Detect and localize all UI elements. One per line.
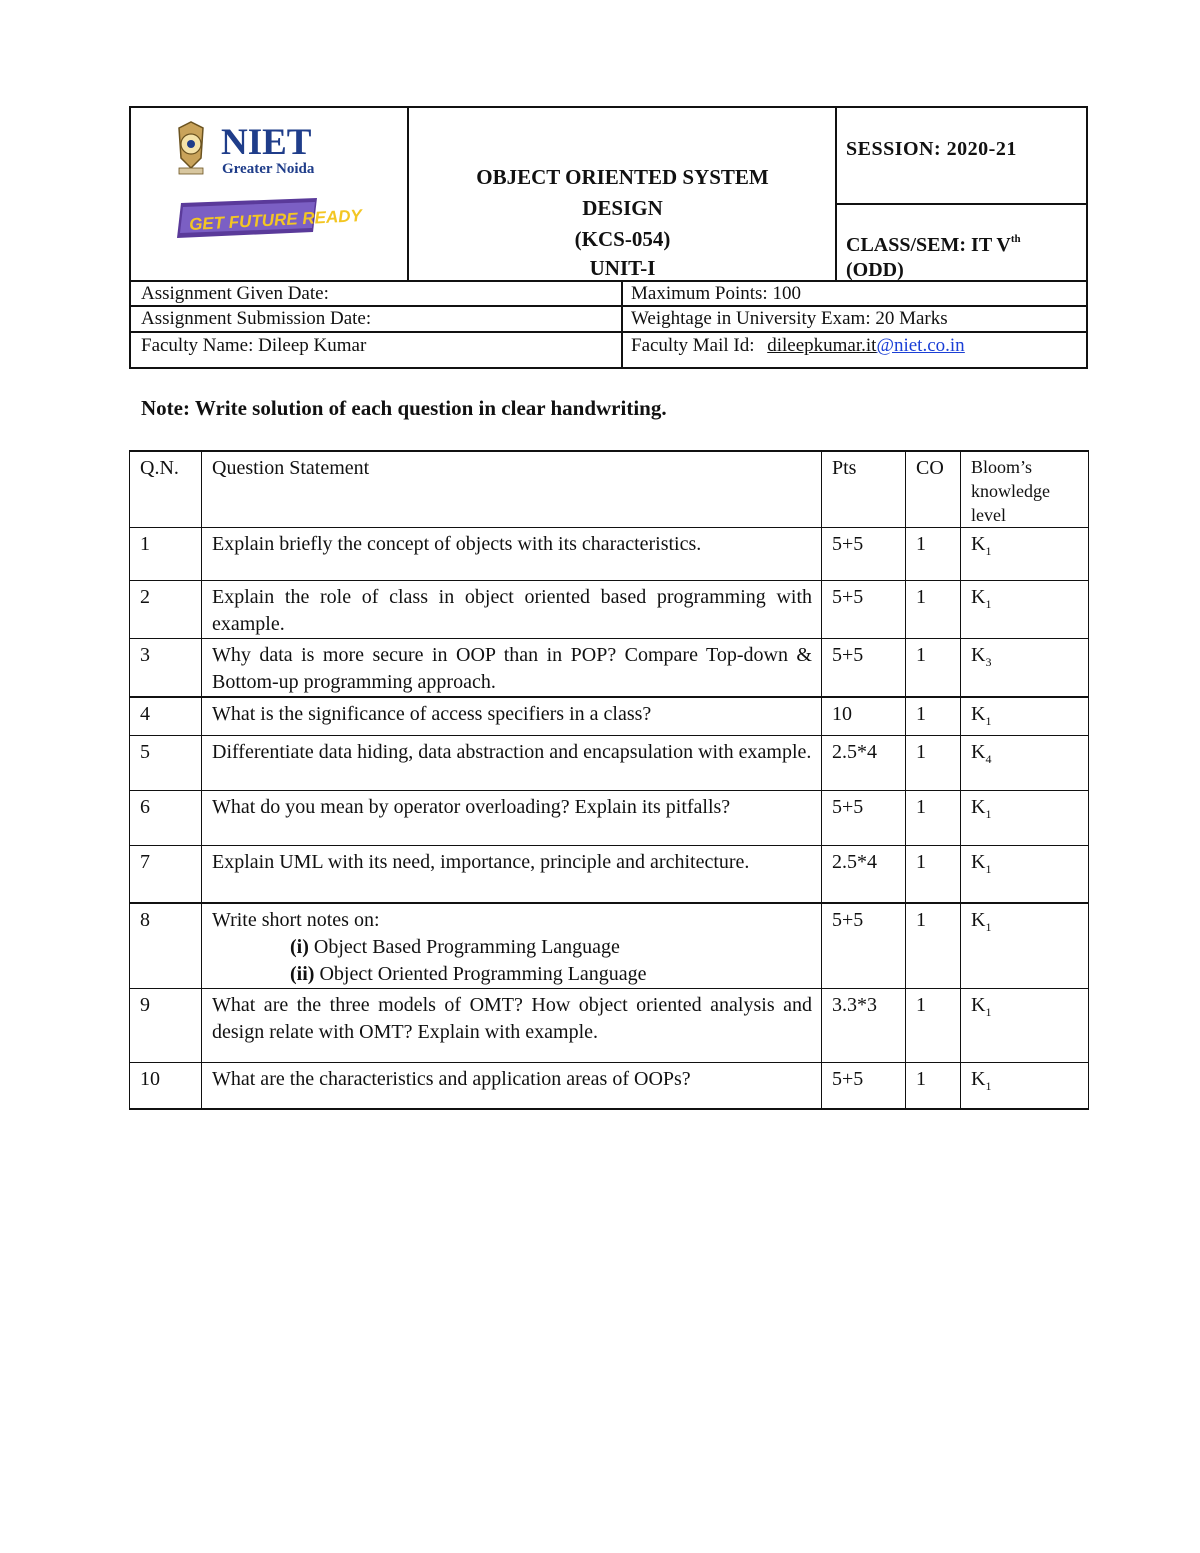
title-line-2: DESIGN <box>582 196 663 220</box>
row-co: 1 <box>906 528 961 581</box>
table-row <box>130 528 1089 581</box>
class-sem-sup: th <box>1010 233 1021 245</box>
row-statement: Explain briefly the concept of objects with its characteristics. <box>202 528 822 581</box>
row-bloom: $K_1$ <box>961 903 1089 989</box>
header-pts: Pts <box>822 451 906 528</box>
submission-date-label: Assignment Submission Date: <box>141 308 372 329</box>
row-co: 1 <box>906 736 961 791</box>
row-statement: Explain the role of class in object oriented based programming with example. <box>202 581 822 639</box>
header-qn: Q.N. <box>130 451 202 528</box>
row-co: 1 <box>906 697 961 736</box>
course-title <box>409 108 836 280</box>
given-date-label: Assignment Given Date: <box>141 283 329 304</box>
row-qn: 9 <box>130 988 202 1062</box>
logo-name: NIET <box>221 122 312 163</box>
sub-item-ii: (ii) Object Oriented Programming Language <box>290 962 647 985</box>
row-pts: 10 <box>822 697 906 736</box>
title-line-3: (KCS-054) <box>574 227 671 251</box>
row-co: 1 <box>906 903 961 989</box>
row-co: 1 <box>906 791 961 846</box>
class-sem-term: (ODD) <box>846 259 904 281</box>
table-row <box>130 988 1089 1062</box>
weightage-label: Weightage in University Exam: 20 Marks <box>631 308 948 329</box>
row-bloom: $K_1$ <box>961 697 1089 736</box>
row-pts: 5+5 <box>822 581 906 639</box>
row-co: 1 <box>906 1062 961 1109</box>
faculty-mail-link[interactable] <box>767 335 964 356</box>
row-statement: Why data is more secure in OOP than in POP? Compare Top-down & Bottom-up programming approach. <box>202 639 822 698</box>
faculty-mail-row <box>631 334 965 358</box>
crest-icon <box>179 122 203 174</box>
row-pts: 3.3*3 <box>822 988 906 1062</box>
table-row <box>130 697 1089 736</box>
header-bloom: Bloom’s knowledge level <box>961 451 1089 528</box>
row-qn: 1 <box>130 528 202 581</box>
header-statement: Question Statement <box>202 451 822 528</box>
title-line-4: UNIT-I <box>589 256 656 280</box>
row-pts: 5+5 <box>822 791 906 846</box>
tagline-banner <box>177 198 364 238</box>
row-pts: 5+5 <box>822 639 906 698</box>
row-bloom: $K_1$ <box>961 1062 1089 1109</box>
row-statement: What are the three models of OMT? How object oriented analysis and design relate with OMT? Explain with example. <box>202 988 822 1062</box>
header-co: CO <box>906 451 961 528</box>
table-row <box>130 1062 1089 1109</box>
row-qn: 7 <box>130 846 202 903</box>
row-pts: 2.5*4 <box>822 736 906 791</box>
row-pts: 2.5*4 <box>822 846 906 903</box>
table-row <box>130 791 1089 846</box>
row-statement <box>202 903 822 989</box>
row-co: 1 <box>906 846 961 903</box>
row-qn: 8 <box>130 903 202 989</box>
row-qn: 2 <box>130 581 202 639</box>
table-row <box>130 736 1089 791</box>
row-qn: 4 <box>130 697 202 736</box>
table-header-row <box>130 451 1089 528</box>
questions-table <box>129 450 1089 1110</box>
row-co: 1 <box>906 988 961 1062</box>
row-statement: Differentiate data hiding, data abstraction and encapsulation with example. <box>202 736 822 791</box>
row-qn: 5 <box>130 736 202 791</box>
session-label: SESSION: 2020-21 <box>846 138 1017 160</box>
table-row <box>130 846 1089 903</box>
note-text: Note: Write solution of each question in clear handwriting. <box>141 396 667 420</box>
row-statement: Explain UML with its need, importance, principle and architecture. <box>202 846 822 903</box>
faculty-mail-label: Faculty Mail Id: <box>631 335 755 356</box>
row-qn: 10 <box>130 1062 202 1109</box>
logo-cell <box>131 108 407 280</box>
row-qn: 6 <box>130 791 202 846</box>
row-bloom: $K_1$ <box>961 846 1089 903</box>
row-bloom: $K_3$ <box>961 639 1089 698</box>
row-pts: 5+5 <box>822 903 906 989</box>
row-statement: What are the characteristics and application areas of OOPs? <box>202 1062 822 1109</box>
max-points-label: Maximum Points: 100 <box>631 283 801 304</box>
row-statement: What do you mean by operator overloading? Explain its pitfalls? <box>202 791 822 846</box>
class-sem-text: CLASS/SEM: IT V <box>846 234 1011 256</box>
row-statement: What is the significance of access specifiers in a class? <box>202 697 822 736</box>
divider <box>131 331 1088 333</box>
row-bloom: $K_1$ <box>961 791 1089 846</box>
faculty-name-label: Faculty Name: Dileep Kumar <box>141 335 367 356</box>
row-qn: 3 <box>130 639 202 698</box>
niet-logo <box>131 108 407 280</box>
faculty-mail-domain: @niet.co.in <box>876 335 965 356</box>
sub-item-i: (i) Object Based Programming Language <box>290 935 620 958</box>
faculty-mail-user: dileepkumar.it <box>767 335 877 356</box>
logo-subtitle: Greater Noida <box>222 161 315 177</box>
divider <box>621 280 623 369</box>
table-row <box>130 903 1089 989</box>
row-bloom: $K_4$ <box>961 736 1089 791</box>
row-bloom: $K_1$ <box>961 581 1089 639</box>
logo-tagline: GET FUTURE READY <box>188 206 363 235</box>
row-statement-text: Write short notes on: <box>212 908 380 931</box>
row-pts: 5+5 <box>822 528 906 581</box>
class-sem-label <box>837 205 1088 280</box>
title-line-1: OBJECT ORIENTED SYSTEM <box>476 165 769 189</box>
table-row <box>130 581 1089 639</box>
row-bloom: $K_1$ <box>961 988 1089 1062</box>
row-co: 1 <box>906 639 961 698</box>
header-block <box>129 106 1088 369</box>
row-pts: 5+5 <box>822 1062 906 1109</box>
row-bloom: $K_1$ <box>961 528 1089 581</box>
table-row <box>130 639 1089 698</box>
row-co: 1 <box>906 581 961 639</box>
